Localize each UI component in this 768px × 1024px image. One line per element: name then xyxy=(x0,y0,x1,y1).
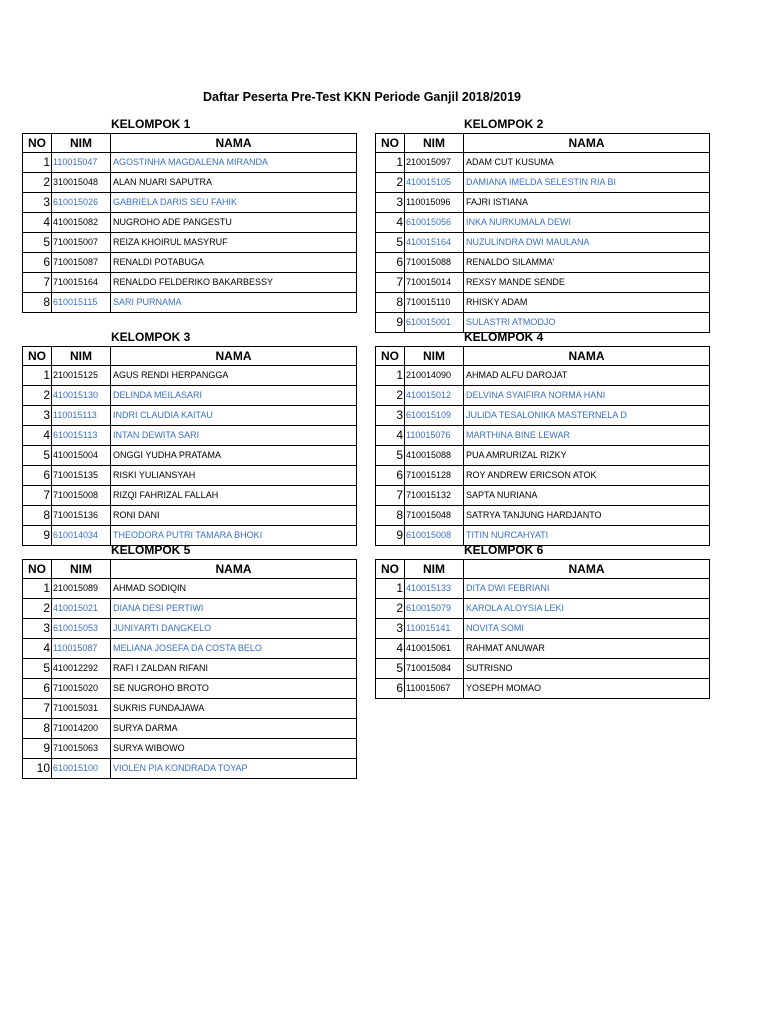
row-nama: JULIDA TESALONIKA MASTERNELA D xyxy=(464,406,710,426)
row-nim: 710015164 xyxy=(52,273,111,293)
row-nama: SE NUGROHO BROTO xyxy=(111,679,357,699)
row-nama: ONGGI YUDHA PRATAMA xyxy=(111,446,357,466)
table-row xyxy=(23,293,357,313)
row-nim: 710014200 xyxy=(52,719,111,739)
row-nim: 410015082 xyxy=(52,213,111,233)
row-nim: 710015084 xyxy=(405,659,464,679)
table-row xyxy=(376,153,710,173)
row-nim: 410015133 xyxy=(405,579,464,599)
row-no: 10 xyxy=(23,759,52,779)
row-no: 6 xyxy=(23,253,52,273)
row-nim: 610015109 xyxy=(405,406,464,426)
row-nama: MELIANA JOSEFA DA COSTA BELO xyxy=(111,639,357,659)
table-row xyxy=(23,619,357,639)
group-title: KELOMPOK 1 xyxy=(111,117,191,131)
row-nama: RHISKY ADAM xyxy=(464,293,710,313)
row-nim: 610015113 xyxy=(52,426,111,446)
row-nama: NUGROHO ADE PANGESTU xyxy=(111,213,357,233)
row-nama: NUZULINDRA DWI MAULANA xyxy=(464,233,710,253)
header-nim: NIM xyxy=(405,347,464,366)
row-nim: 110015141 xyxy=(405,619,464,639)
row-no: 3 xyxy=(23,406,52,426)
row-nama: TITIN NURCAHYATI xyxy=(464,526,710,546)
row-nama: RAFI I ZALDAN RIFANI xyxy=(111,659,357,679)
table-row xyxy=(23,506,357,526)
row-no: 1 xyxy=(376,579,405,599)
row-no: 9 xyxy=(23,739,52,759)
table-row xyxy=(376,579,710,599)
row-nim: 710015014 xyxy=(405,273,464,293)
row-nim: 710015048 xyxy=(405,506,464,526)
row-no: 8 xyxy=(376,506,405,526)
row-nim: 710015087 xyxy=(52,253,111,273)
table-row xyxy=(23,426,357,446)
row-nim: 210015089 xyxy=(52,579,111,599)
table-row xyxy=(376,659,710,679)
header-nama: NAMA xyxy=(111,560,357,579)
row-nim: 210015125 xyxy=(52,366,111,386)
row-nama: AGOSTINHA MAGDALENA MIRANDA xyxy=(111,153,357,173)
row-no: 8 xyxy=(376,293,405,313)
row-no: 9 xyxy=(376,313,405,333)
table-row xyxy=(23,659,357,679)
group-kelompok-1 xyxy=(22,115,356,313)
row-nim: 610014034 xyxy=(52,526,111,546)
header-no: NO xyxy=(23,134,52,153)
table-header-row xyxy=(23,347,357,366)
table-row xyxy=(376,486,710,506)
row-no: 7 xyxy=(23,273,52,293)
row-nim: 710015132 xyxy=(405,486,464,506)
group-title: KELOMPOK 2 xyxy=(464,117,544,131)
row-no: 6 xyxy=(376,679,405,699)
table-row xyxy=(376,386,710,406)
group-kelompok-5 xyxy=(22,541,356,779)
row-nim: 710015088 xyxy=(405,253,464,273)
row-nim: 410015004 xyxy=(52,446,111,466)
row-nama: DIANA DESI PERTIWI xyxy=(111,599,357,619)
row-nama: THEODORA PUTRI TAMARA BHOKI xyxy=(111,526,357,546)
row-no: 3 xyxy=(376,406,405,426)
row-no: 9 xyxy=(23,526,52,546)
table-header-row xyxy=(376,560,710,579)
row-nama: REIZA KHOIRUL MASYRUF xyxy=(111,233,357,253)
row-no: 6 xyxy=(23,679,52,699)
table-row xyxy=(23,406,357,426)
row-no: 7 xyxy=(23,486,52,506)
row-nim: 110015067 xyxy=(405,679,464,699)
row-no: 2 xyxy=(23,599,52,619)
row-no: 4 xyxy=(376,426,405,446)
row-nim: 410015164 xyxy=(405,233,464,253)
row-nim: 610015001 xyxy=(405,313,464,333)
row-nim: 410015088 xyxy=(405,446,464,466)
row-no: 6 xyxy=(376,466,405,486)
participant-table xyxy=(22,346,357,546)
group-kelompok-2 xyxy=(375,115,709,333)
row-nama: DELVINA SYAIFIRA NORMA HANI xyxy=(464,386,710,406)
group-title: KELOMPOK 5 xyxy=(111,543,191,557)
participant-table xyxy=(22,559,357,779)
row-nama: DAMIANA IMELDA SELESTIN RIA BI xyxy=(464,173,710,193)
row-no: 7 xyxy=(23,699,52,719)
row-nim: 610015115 xyxy=(52,293,111,313)
table-row xyxy=(23,153,357,173)
table-row xyxy=(376,506,710,526)
row-nim: 410015021 xyxy=(52,599,111,619)
header-nim: NIM xyxy=(405,134,464,153)
header-no: NO xyxy=(376,134,405,153)
row-no: 5 xyxy=(376,659,405,679)
row-nim: 210015097 xyxy=(405,153,464,173)
table-row xyxy=(376,619,710,639)
header-no: NO xyxy=(23,347,52,366)
row-no: 5 xyxy=(376,446,405,466)
group-kelompok-4 xyxy=(375,328,709,546)
row-no: 3 xyxy=(376,619,405,639)
row-no: 4 xyxy=(376,639,405,659)
row-nim: 410015105 xyxy=(405,173,464,193)
row-nama: ADAM CUT KUSUMA xyxy=(464,153,710,173)
table-row xyxy=(376,193,710,213)
table-header-row xyxy=(376,347,710,366)
row-nim: 410015061 xyxy=(405,639,464,659)
table-row xyxy=(376,679,710,699)
page-title: Daftar Peserta Pre-Test KKN Periode Ganjil 2018/2019 xyxy=(203,90,521,104)
row-nama: DITA DWI FEBRIANI xyxy=(464,579,710,599)
row-nim: 110015047 xyxy=(52,153,111,173)
table-row xyxy=(376,426,710,446)
row-nim: 110015076 xyxy=(405,426,464,446)
row-no: 5 xyxy=(23,233,52,253)
row-nama: INDRI CLAUDIA KAITAU xyxy=(111,406,357,426)
row-no: 2 xyxy=(23,173,52,193)
table-row xyxy=(376,366,710,386)
header-no: NO xyxy=(23,560,52,579)
table-row xyxy=(23,739,357,759)
table-row xyxy=(23,719,357,739)
group-title: KELOMPOK 6 xyxy=(464,543,544,557)
table-row xyxy=(23,639,357,659)
row-no: 4 xyxy=(23,213,52,233)
header-nama: NAMA xyxy=(464,560,710,579)
row-nama: JUNIYARTI DANGKELO xyxy=(111,619,357,639)
table-header-row xyxy=(23,134,357,153)
row-nim: 710015128 xyxy=(405,466,464,486)
row-no: 4 xyxy=(23,426,52,446)
participant-table xyxy=(375,346,710,546)
row-nim: 610015053 xyxy=(52,619,111,639)
row-nama: SULASTRI ATMODJO xyxy=(464,313,710,333)
row-nama: GABRIELA DARIS SEU FAHIK xyxy=(111,193,357,213)
row-no: 6 xyxy=(376,253,405,273)
row-no: 2 xyxy=(23,386,52,406)
row-nim: 610015008 xyxy=(405,526,464,546)
row-nama: REXSY MANDE SENDE xyxy=(464,273,710,293)
row-nim: 710015063 xyxy=(52,739,111,759)
row-nim: 610015100 xyxy=(52,759,111,779)
row-nama: SUTRISNO xyxy=(464,659,710,679)
table-row xyxy=(23,466,357,486)
table-row xyxy=(376,293,710,313)
header-nim: NIM xyxy=(52,560,111,579)
row-nama: SURYA DARMA xyxy=(111,719,357,739)
row-nama: INKA NURKUMALA DEWI xyxy=(464,213,710,233)
table-row xyxy=(23,599,357,619)
row-nim: 310015048 xyxy=(52,173,111,193)
row-nama: RIZQI FAHRIZAL FALLAH xyxy=(111,486,357,506)
row-nama: AGUS RENDI HERPANGGA xyxy=(111,366,357,386)
row-nim: 710015110 xyxy=(405,293,464,313)
row-no: 1 xyxy=(23,153,52,173)
table-row xyxy=(376,466,710,486)
row-no: 5 xyxy=(23,446,52,466)
row-nim: 710015136 xyxy=(52,506,111,526)
row-no: 1 xyxy=(376,366,405,386)
row-nama: SUKRIS FUNDAJAWA xyxy=(111,699,357,719)
row-nama: ROY ANDREW ERICSON ATOK xyxy=(464,466,710,486)
header-nama: NAMA xyxy=(111,347,357,366)
header-nim: NIM xyxy=(52,347,111,366)
table-header-row xyxy=(23,560,357,579)
table-header-row xyxy=(376,134,710,153)
row-nim: 610015056 xyxy=(405,213,464,233)
row-nama: KAROLA ALOYSIA LEKI xyxy=(464,599,710,619)
group-title: KELOMPOK 4 xyxy=(464,330,544,344)
table-row xyxy=(376,233,710,253)
group-title: KELOMPOK 3 xyxy=(111,330,191,344)
row-no: 5 xyxy=(376,233,405,253)
row-no: 8 xyxy=(23,293,52,313)
table-row xyxy=(23,253,357,273)
row-no: 7 xyxy=(376,486,405,506)
participant-table xyxy=(375,133,710,333)
header-nama: NAMA xyxy=(464,134,710,153)
row-nama: YOSEPH MOMAO xyxy=(464,679,710,699)
row-nim: 110015096 xyxy=(405,193,464,213)
header-nama: NAMA xyxy=(111,134,357,153)
row-nama: MARTHINA BINE LEWAR xyxy=(464,426,710,446)
row-nama: AHMAD ALFU DAROJAT xyxy=(464,366,710,386)
row-nim: 110015087 xyxy=(52,639,111,659)
header-no: NO xyxy=(376,560,405,579)
row-nama: PUA AMRURIZAL RIZKY xyxy=(464,446,710,466)
row-nama: INTAN DEWITA SARI xyxy=(111,426,357,446)
table-row xyxy=(23,213,357,233)
row-nim: 410015012 xyxy=(405,386,464,406)
table-row xyxy=(376,599,710,619)
group-kelompok-6 xyxy=(375,541,709,699)
row-nama: SARI PURNAMA xyxy=(111,293,357,313)
header-no: NO xyxy=(376,347,405,366)
table-row xyxy=(23,366,357,386)
header-nim: NIM xyxy=(405,560,464,579)
row-no: 1 xyxy=(376,153,405,173)
row-nama: ALAN NUARI SAPUTRA xyxy=(111,173,357,193)
participant-table xyxy=(22,133,357,313)
table-row xyxy=(376,446,710,466)
row-no: 9 xyxy=(376,526,405,546)
row-nama: NOVITA SOMI xyxy=(464,619,710,639)
table-row xyxy=(23,679,357,699)
row-nim: 710015020 xyxy=(52,679,111,699)
row-no: 3 xyxy=(376,193,405,213)
table-row xyxy=(23,233,357,253)
row-nama: RONI DANI xyxy=(111,506,357,526)
table-row xyxy=(23,386,357,406)
row-nama: FAJRI ISTIANA xyxy=(464,193,710,213)
row-nama: SURYA WIBOWO xyxy=(111,739,357,759)
row-no: 2 xyxy=(376,386,405,406)
table-row xyxy=(23,173,357,193)
row-no: 2 xyxy=(376,599,405,619)
table-row xyxy=(23,759,357,779)
row-nim: 710015135 xyxy=(52,466,111,486)
row-nim: 610015026 xyxy=(52,193,111,213)
row-nama: VIOLEN PIA KONDRADA TOYAP xyxy=(111,759,357,779)
row-nama: SAPTA NURIANA xyxy=(464,486,710,506)
table-row xyxy=(376,253,710,273)
table-row xyxy=(23,579,357,599)
row-nim: 710015031 xyxy=(52,699,111,719)
row-nama: AHMAD SODIQIN xyxy=(111,579,357,599)
participant-table xyxy=(375,559,710,699)
row-no: 4 xyxy=(376,213,405,233)
row-nim: 410012292 xyxy=(52,659,111,679)
group-kelompok-3 xyxy=(22,328,356,546)
row-nama: RAHMAT ANUWAR xyxy=(464,639,710,659)
row-no: 8 xyxy=(23,719,52,739)
header-nim: NIM xyxy=(52,134,111,153)
row-nim: 410015130 xyxy=(52,386,111,406)
row-nim: 210014090 xyxy=(405,366,464,386)
table-row xyxy=(23,699,357,719)
table-row xyxy=(23,486,357,506)
row-nama: DELINDA MEILASARI xyxy=(111,386,357,406)
row-no: 3 xyxy=(23,193,52,213)
row-nim: 710015007 xyxy=(52,233,111,253)
row-nama: SATRYA TANJUNG HARDJANTO xyxy=(464,506,710,526)
row-no: 3 xyxy=(23,619,52,639)
table-row xyxy=(376,406,710,426)
row-no: 1 xyxy=(23,366,52,386)
row-no: 1 xyxy=(23,579,52,599)
table-row xyxy=(23,273,357,293)
row-no: 7 xyxy=(376,273,405,293)
row-no: 6 xyxy=(23,466,52,486)
row-nama: RENALDO FELDERIKO BAKARBESSY xyxy=(111,273,357,293)
row-nim: 610015079 xyxy=(405,599,464,619)
row-nama: RISKI YULIANSYAH xyxy=(111,466,357,486)
row-nim: 710015008 xyxy=(52,486,111,506)
row-no: 8 xyxy=(23,506,52,526)
table-row xyxy=(376,639,710,659)
table-row xyxy=(376,173,710,193)
row-nim: 110015113 xyxy=(52,406,111,426)
row-no: 4 xyxy=(23,639,52,659)
row-nama: RENALDI POTABUGA xyxy=(111,253,357,273)
row-no: 2 xyxy=(376,173,405,193)
table-row xyxy=(23,446,357,466)
row-nama: RENALDO SILAMMA' xyxy=(464,253,710,273)
table-row xyxy=(23,193,357,213)
table-row xyxy=(376,213,710,233)
table-row xyxy=(376,273,710,293)
row-no: 5 xyxy=(23,659,52,679)
header-nama: NAMA xyxy=(464,347,710,366)
